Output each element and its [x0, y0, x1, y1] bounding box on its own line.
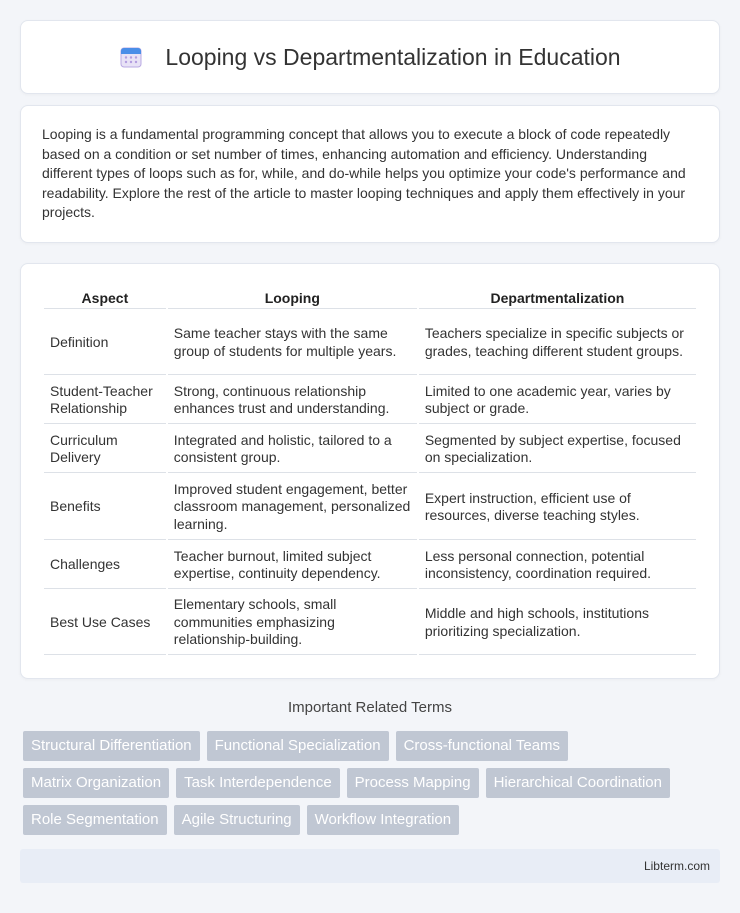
tag-process-mapping[interactable]: Process Mapping [347, 768, 479, 798]
table-cell-departmentalization: Expert instruction, efficient use of resources, diverse teaching styles. [419, 475, 696, 540]
table-row [44, 426, 696, 473]
table-cell-looping: Improved student engagement, better classroom management, personalized learning. [168, 475, 417, 540]
table-row [44, 542, 696, 589]
related-terms-title: Important Related Terms [288, 699, 452, 716]
table-cell-looping: Strong, continuous relationship enhances trust and understanding. [168, 377, 417, 424]
table-cell-departmentalization: Middle and high schools, institutions prioritizing specialization. [419, 591, 696, 655]
intro-text: Looping is a fundamental programming concept that allows you to execute a block of code repeatedly based on a condition or set number of times, enhancing automation and efficiency. Understanding different types of loops such as for, while, and do-while helps you optimize your code's performance and readability. Explore the rest of the article to master looping techniques and apply them effectively in your projects. [42, 126, 686, 221]
table-cell-departmentalization: Teachers specialize in specific subjects or grades, teaching different student groups. [419, 311, 696, 375]
tag-task-interdependence[interactable]: Task Interdependence [176, 768, 340, 798]
table-cell-looping: Integrated and holistic, tailored to a consistent group. [168, 426, 417, 473]
table-row [44, 377, 696, 424]
table-cell-looping: Teacher burnout, limited subject expertise, continuity dependency. [168, 542, 417, 589]
tag-agile-structuring[interactable]: Agile Structuring [174, 805, 300, 835]
column-header-looping: Looping [168, 286, 417, 309]
table-cell-looping: Elementary schools, small communities emphasizing relationship-building. [168, 591, 417, 655]
comparison-table [42, 284, 698, 657]
table-row [44, 311, 696, 375]
tag-row [23, 768, 723, 798]
table-cell-aspect: Curriculum Delivery [44, 426, 166, 473]
table-cell-aspect: Definition [44, 311, 166, 375]
table-cell-departmentalization: Limited to one academic year, varies by subject or grade. [419, 377, 696, 424]
table-cell-aspect: Challenges [44, 542, 166, 589]
column-header-departmentalization: Departmentalization [419, 286, 696, 309]
table-header-row [44, 286, 696, 309]
title-card [20, 20, 720, 94]
intro-card [20, 105, 720, 243]
comparison-card [20, 263, 720, 679]
table-cell-aspect: Benefits [44, 475, 166, 540]
column-header-aspect: Aspect [44, 286, 166, 309]
page-title: Looping vs Departmentalization in Education [165, 43, 621, 70]
tag-matrix-organization[interactable]: Matrix Organization [23, 768, 169, 798]
tag-structural-differentiation[interactable]: Structural Differentiation [23, 731, 200, 761]
table-cell-departmentalization: Less personal connection, potential inconsistency, coordination required. [419, 542, 696, 589]
table-cell-aspect: Student-Teacher Relationship [44, 377, 166, 424]
calendar-icon [119, 45, 143, 69]
footer [20, 849, 720, 883]
table-cell-looping: Same teacher stays with the same group of students for multiple years. [168, 311, 417, 375]
tag-role-segmentation[interactable]: Role Segmentation [23, 805, 167, 835]
table-cell-aspect: Best Use Cases [44, 591, 166, 655]
footer-site-link[interactable]: Libterm.com [643, 859, 710, 873]
related-terms-list [23, 731, 723, 842]
tag-row [23, 805, 723, 835]
tag-functional-specialization[interactable]: Functional Specialization [207, 731, 389, 761]
tag-hierarchical-coordination[interactable]: Hierarchical Coordination [486, 768, 670, 798]
table-cell-departmentalization: Segmented by subject expertise, focused on specialization. [419, 426, 696, 473]
tag-row [23, 731, 723, 761]
table-row [44, 591, 696, 655]
tag-cross-functional-teams[interactable]: Cross-functional Teams [396, 731, 568, 761]
tag-workflow-integration[interactable]: Workflow Integration [307, 805, 459, 835]
table-row [44, 475, 696, 540]
